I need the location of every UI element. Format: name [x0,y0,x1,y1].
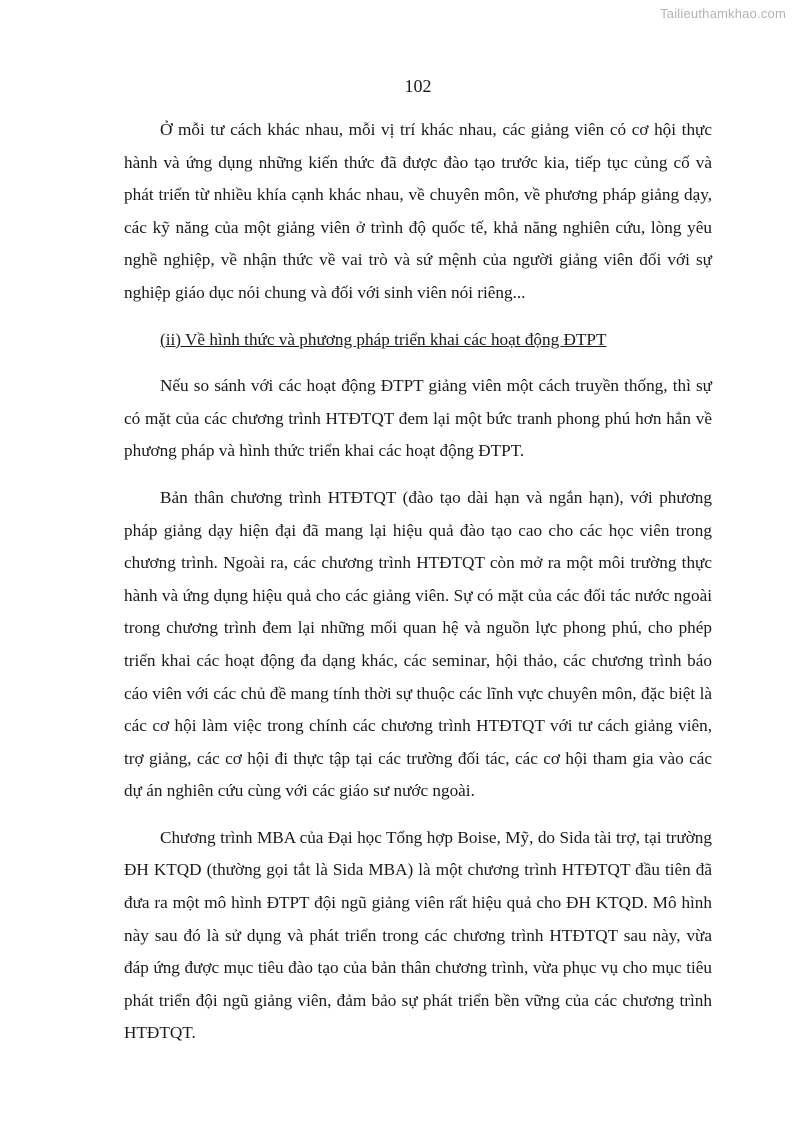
document-body [124,114,712,1064]
watermark: Tailieuthamkhao.com [660,6,786,21]
paragraph-program-benefits: Bản thân chương trình HTĐTQT (đào tạo dài hạn và ngắn hạn), với phương pháp giảng dạy hiện đại đã mang lại hiệu quả đào tạo cao cho các học viên trong chương trình. Ngoài ra, các chương trình HTĐTQT còn mở ra một môi trường thực hành và ứng dụng hiệu quả cho các giảng viên. Sự có mặt của các đối tác nước ngoài trong chương trình đem lại những mối quan hệ và nguồn lực phong phú, cho phép triển khai các hoạt động đa dạng khác, các seminar, hội thảo, các chương trình báo cáo viên với các chủ đề mang tính thời sự thuộc các lĩnh vực chuyên môn, đặc biệt là các cơ hội làm việc trong chính các chương trình HTĐTQT với tư cách giảng viên, trợ giảng, các cơ hội đi thực tập tại các trường đối tác, các cơ hội tham gia vào các dự án nghiên cứu cùng với các giáo sư nước ngoài. [124,487,712,801]
paragraph-sida-mba: Chương trình MBA của Đại học Tổng hợp Boise, Mỹ, do Sida tài trợ, tại trường ĐH KTQD (thường gọi tắt là Sida MBA) là một chương trình HTĐTQT đầu tiên đã đưa ra một mô hình ĐTPT đội ngũ giảng viên rất hiệu quả cho ĐH KTQD. Mô hình này sau đó là sử dụng và phát triển trong các chương trình HTĐTQT sau này, vừa đáp ứng được mục tiêu đào tạo của bản thân chương trình, vừa phục vụ cho mục tiêu phát triển đội ngũ giảng viên, đảm bảo sự phát triển bền vững của các chương trình HTĐTQT. [124,827,712,1043]
paragraph-roles-practice: Ở mỗi tư cách khác nhau, mỗi vị trí khác nhau, các giảng viên có cơ hội thực hành và ứng dụng những kiến thức đã được đào tạo trước kia, tiếp tục củng cố và phát triển từ nhiều khía cạnh khác nhau, về chuyên môn, về phương pháp giảng dạy, các kỹ năng của một giảng viên ở trình độ quốc tế, khả năng nghiên cứu, lòng yêu nghề nghiệp, về nhận thức về vai trò và sứ mệnh của người giảng viên đối với sự nghiệp giáo dục nói chung và đối với sinh viên nói riêng... [124,120,712,302]
paragraph-comparison: Nếu so sánh với các hoạt động ĐTPT giảng viên một cách truyền thống, thì sự có mặt của các chương trình HTĐTQT đem lại một bức tranh phong phú hơn hẳn về phương pháp và hình thức triển khai các hoạt động ĐTPT. [124,376,712,461]
section-heading-methods: (ii) Về hình thức và phương pháp triển khai các hoạt động ĐTPT [160,329,607,349]
page-number: 102 [404,76,432,96]
